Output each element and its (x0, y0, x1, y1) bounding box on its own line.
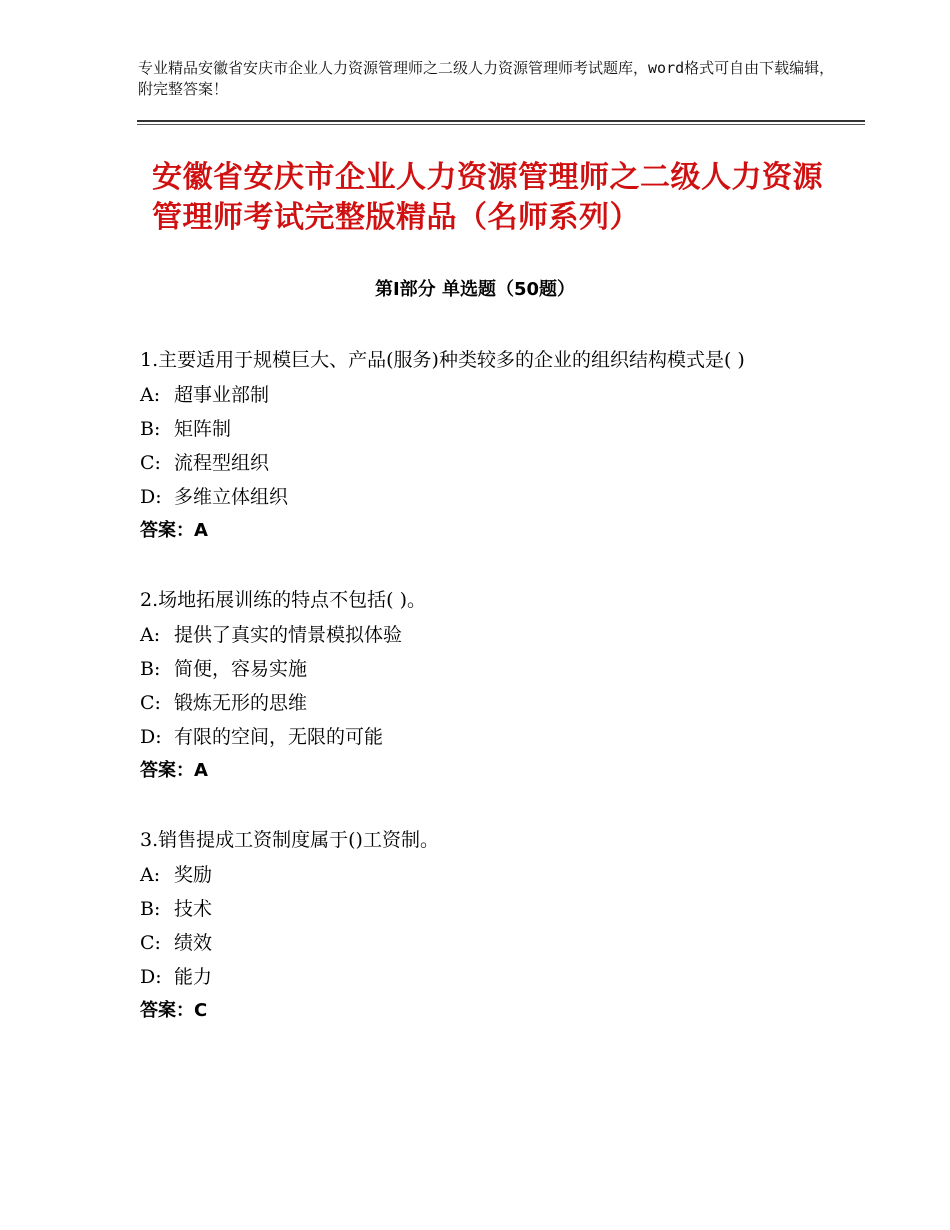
question-3 (140, 824, 820, 1028)
option-text: 流程型组织 (174, 452, 270, 474)
option-text: 多维立体组织 (174, 486, 289, 508)
answer-label: 答案： (140, 1000, 194, 1021)
question-stem: 3.销售提成工资制度属于()工资制。 (140, 829, 439, 851)
question-2 (140, 584, 820, 788)
answer-value: A (194, 760, 208, 781)
option-text: 提供了真实的情景模拟体验 (174, 624, 403, 646)
answer-label: 答案： (140, 520, 194, 541)
option-d (140, 720, 820, 754)
question-stem: 1.主要适用于规模巨大、产品(服务)种类较多的企业的组织结构模式是( ) (140, 349, 745, 371)
answer-value: A (194, 520, 208, 541)
option-text: 绩效 (174, 932, 213, 954)
option-d (140, 480, 820, 514)
option-letter: D: (140, 726, 162, 748)
option-letter: A: (140, 624, 161, 646)
option-b (140, 892, 820, 926)
option-letter: C: (140, 692, 161, 714)
option-letter: B: (140, 898, 161, 920)
section-heading: 第Ⅰ部分 单选题（50题） (374, 279, 575, 300)
option-text: 超事业部制 (174, 384, 270, 406)
answer-line (140, 994, 820, 1028)
answer-value: C (194, 1000, 208, 1021)
header-note: 专业精品安徽省安庆市企业人力资源管理师之二级人力资源管理师考试题库，word格式可自由下载编辑，附完整答案！ (138, 59, 835, 98)
option-letter: D: (140, 966, 162, 988)
option-a (140, 618, 820, 652)
option-letter: D: (140, 486, 162, 508)
option-letter: A: (140, 864, 161, 886)
option-text: 矩阵制 (174, 418, 232, 440)
question-1 (140, 344, 820, 548)
option-a (140, 858, 820, 892)
option-letter: B: (140, 418, 161, 440)
answer-line (140, 514, 820, 548)
option-text: 能力 (174, 966, 213, 988)
option-text: 简便，容易实施 (174, 658, 308, 680)
option-b (140, 652, 820, 686)
option-text: 技术 (174, 898, 213, 920)
question-list (140, 344, 820, 1064)
answer-line (140, 754, 820, 788)
option-letter: B: (140, 658, 161, 680)
option-c (140, 686, 820, 720)
option-text: 有限的空间，无限的可能 (174, 726, 384, 748)
option-letter: C: (140, 932, 161, 954)
option-letter: C: (140, 452, 161, 474)
option-b (140, 412, 820, 446)
document-title: 安徽省安庆市企业人力资源管理师之二级人力资源管理师考试完整版精品（名师系列） (152, 160, 823, 235)
question-stem: 2.场地拓展训练的特点不包括( )。 (140, 589, 426, 611)
option-d (140, 960, 820, 994)
option-text: 奖励 (174, 864, 213, 886)
option-letter: A: (140, 384, 161, 406)
option-a (140, 378, 820, 412)
header-rule-thick (137, 120, 865, 122)
option-text: 锻炼无形的思维 (174, 692, 308, 714)
header-rule-thin (137, 124, 865, 125)
option-c (140, 926, 820, 960)
option-c (140, 446, 820, 480)
answer-label: 答案： (140, 760, 194, 781)
